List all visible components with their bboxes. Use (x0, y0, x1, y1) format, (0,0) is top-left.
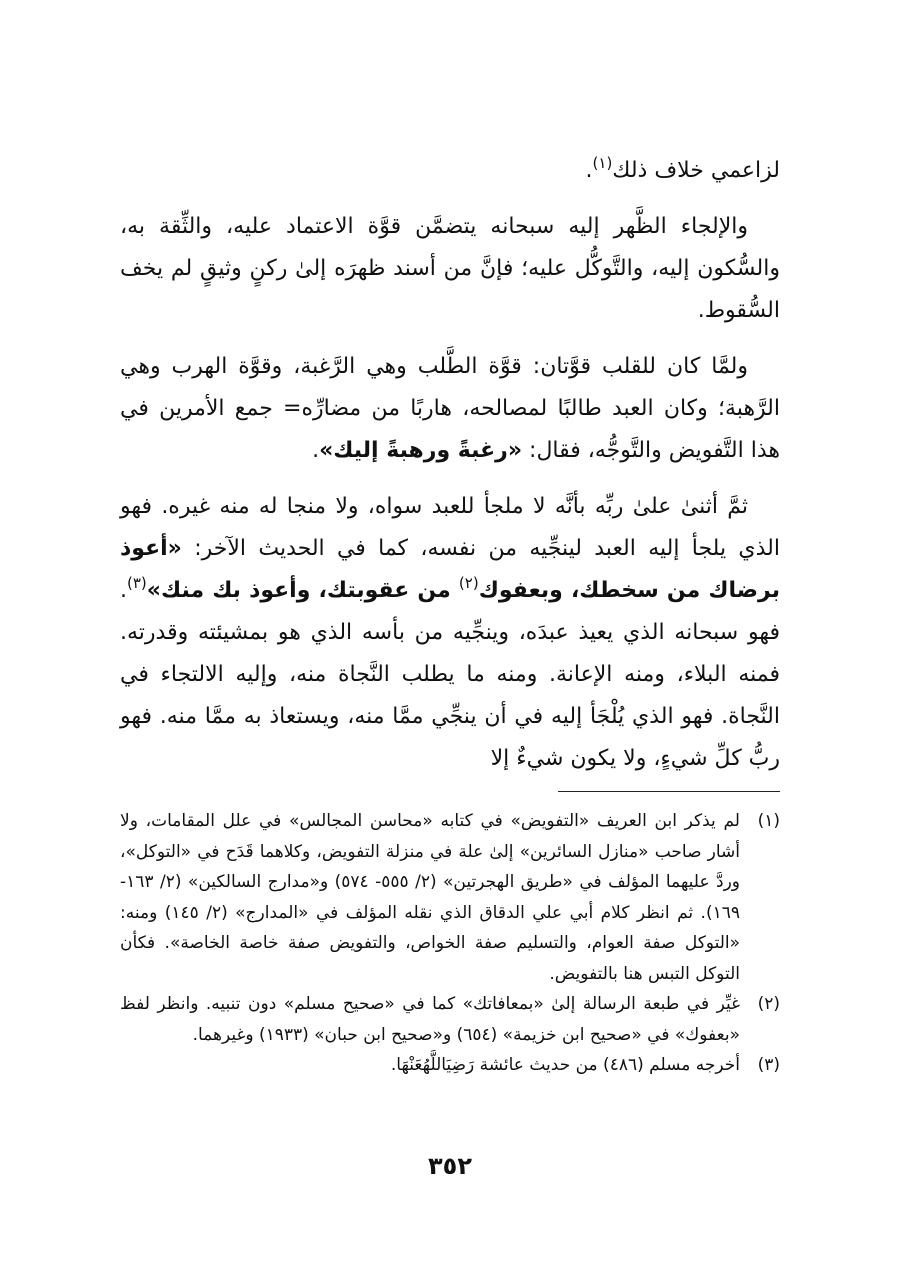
footnote-1-number: (١) (757, 811, 780, 831)
footnote-ref-2[interactable]: (٢) (458, 574, 479, 592)
paragraph-1-end: . (585, 158, 593, 183)
paragraph-3 (120, 346, 780, 472)
paragraph-4-text-a: ثمَّ أثنىٰ علىٰ ربِّه بأنَّه لا ملجأ للعبد سواه، ولا منجا له منه غيره. فهو الذي يلجأ إليه العبد لينجِّيه من نفسه، كما في الحديث الآخر: (120, 494, 780, 561)
footnote-3 (120, 1050, 780, 1081)
footnote-3-text: أخرجه مسلم (٤٨٦) من حديث عائشة رَضِيَاللَّهُعَنْهَا. (390, 1055, 740, 1075)
paragraph-3-text: ولمَّا كان للقلب قوَّتان: قوَّة الطَّلب وهي الرَّغبة، وقوَّة الهرب وهي الرَّهبة؛ وكان العبد طالبًا لمصالحه، هاربًا من مضارِّه= جمع الأمرين في هذا التَّفويض والتَّوجُّه، فقال: (120, 354, 780, 463)
paragraph-1-text: لزاعمي خلاف ذلك (612, 158, 780, 183)
hadith-quote-2a: «أعوذ برضاك من سخطك، وبعفوك (120, 536, 780, 603)
footnote-1 (120, 806, 780, 989)
footnote-ref-3[interactable]: (٣) (127, 574, 147, 592)
hadith-quote-1: «رغبةً ورهبةً إليك» (319, 438, 523, 463)
footnote-separator (558, 791, 780, 792)
footnote-3-number: (٣) (757, 1055, 780, 1075)
paragraph-3-end: . (312, 438, 320, 463)
paragraph-4-text-b: . فهو سبحانه الذي يعيذ عبدَه، وينجِّيه من بأسه الذي هو بمشيئته وقدرته. فمنه البلاء، ومنه الإعانة. ومنه ما يطلب النَّجاة منه، وإليه الالتجاء في النَّجاة. فهو الذي يُلْجَأ إليه في أن ينجِّي ممَّا منه، ويستعاذ به ممَّا منه. فهو ربُّ كلِّ شيءٍ، ولا يكون شيءٌ إلا (120, 578, 780, 771)
footnote-ref-1[interactable]: (١) (592, 154, 613, 172)
hadith-quote-2b: من عقوبتك، وأعوذ بك منك» (146, 578, 459, 603)
main-text (120, 150, 780, 794)
paragraph-2: والإلجاء الظَّهر إليه سبحانه يتضمَّن قوَّة الاعتماد عليه، والثِّقة به، والسُّكون إليه، والتَّوكُّل عليه؛ فإنَّ من أسند ظهرَه إلىٰ ركنٍ وثيقٍ لم يخف السُّقوط. (120, 214, 780, 323)
footnote-1-text: لم يذكر ابن العريف «التفويض» في كتابه «محاسن المجالس» في علل المقامات، ولا أشار صاحب «منازل السائرين» إلىٰ علة في منزلة التفويض، وكلاهما قَدَح في «التوكل»، وردَّ عليهما المؤلف في «طريق الهجرتين» (٢/ ٥٥٥- ٥٧٤) و«مدارج السالكين» (٢/ ١٦٣- ١٦٩). ثم انظر كلام أبي علي الدقاق الذي نقله المؤلف في «المدارج» (٢/ ١٤٥) ومنه: «التوكل صفة العوام، والتسليم صفة الخواص، والتفويض صفة خاصة الخاصة». فكأن التوكل التبس هنا بالتفويض. (120, 811, 741, 984)
footnotes (120, 806, 780, 1081)
paragraph-1 (120, 150, 780, 192)
footnote-2-text: غيِّر في طبعة الرسالة إلىٰ «بمعافاتك» كما في «صحيح مسلم» دون تنبيه. وانظر لفظ «بعفوك» في «صحيح ابن خزيمة» (٦٥٤) و«صحيح ابن حبان» (١٩٣٣) وغيرهما. (120, 994, 740, 1045)
footnote-2-number: (٢) (757, 994, 780, 1014)
paragraph-4 (120, 486, 780, 780)
footnote-2 (120, 989, 780, 1050)
page-number: ٣٥٢ (428, 1152, 472, 1180)
